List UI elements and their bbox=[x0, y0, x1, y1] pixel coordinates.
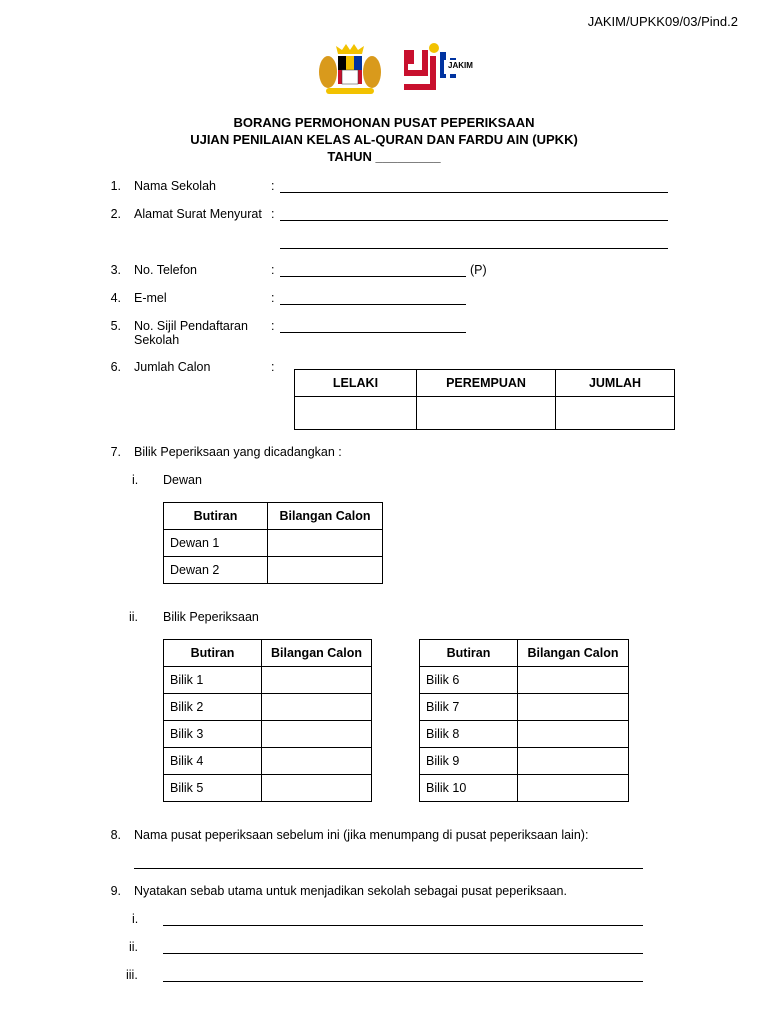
telefon-suffix: (P) bbox=[470, 263, 487, 277]
label-alamat: Alamat Surat Menyurat bbox=[134, 207, 262, 221]
bilik-row-label: Bilik 8 bbox=[420, 721, 518, 748]
item-number: 7. bbox=[110, 445, 121, 459]
dewan-table bbox=[163, 502, 383, 584]
sijil-field[interactable] bbox=[280, 332, 466, 333]
jakim-emblem-icon bbox=[400, 42, 478, 104]
item-number: 8. bbox=[110, 828, 121, 842]
bilik-table-left bbox=[163, 639, 372, 802]
sub-number: i. bbox=[132, 473, 139, 487]
label-sebab-utama: Nyatakan sebab utama untuk menjadikan sekolah sebagai pusat peperiksaan. bbox=[134, 884, 567, 898]
bilik-table-right bbox=[419, 639, 629, 802]
item-number: 1. bbox=[110, 179, 121, 193]
header-logos bbox=[312, 42, 478, 104]
label-bilik: Bilik Peperiksaan bbox=[163, 610, 259, 624]
header-butiran: Butiran bbox=[164, 640, 262, 667]
bilik-count-cell[interactable] bbox=[262, 694, 372, 721]
header-lelaki: LELAKI bbox=[295, 370, 417, 397]
item-number: 5. bbox=[110, 319, 121, 333]
sub-number: iii. bbox=[126, 968, 138, 982]
header-jumlah: JUMLAH bbox=[556, 370, 675, 397]
bilik-row-label: Bilik 9 bbox=[420, 748, 518, 775]
bilik-row-label: Bilik 7 bbox=[420, 694, 518, 721]
form-title-line1: BORANG PERMOHONAN PUSAT PEPERIKSAAN bbox=[233, 115, 535, 130]
header-butiran: Butiran bbox=[164, 503, 268, 530]
emel-field[interactable] bbox=[280, 304, 466, 305]
label-emel: E-mel bbox=[134, 291, 167, 305]
colon: : bbox=[271, 291, 275, 305]
bilik-row-label: Bilik 5 bbox=[164, 775, 262, 802]
header-butiran: Butiran bbox=[420, 640, 518, 667]
bilik-count-cell[interactable] bbox=[262, 748, 372, 775]
item-number: 4. bbox=[110, 291, 121, 305]
dewan-row-label: Dewan 1 bbox=[164, 530, 268, 557]
jumlah-calon-table bbox=[294, 369, 675, 430]
jakim-logo-text: JAKIM bbox=[448, 61, 473, 70]
bilik-count-cell[interactable] bbox=[518, 721, 629, 748]
label-pusat-sebelum: Nama pusat peperiksaan sebelum ini (jika menumpang di pusat peperiksaan lain): bbox=[134, 828, 589, 842]
bilik-count-cell[interactable] bbox=[518, 748, 629, 775]
jakim-logo bbox=[400, 42, 478, 104]
colon: : bbox=[271, 179, 275, 193]
item-number: 9. bbox=[110, 884, 121, 898]
perempuan-input-cell[interactable] bbox=[417, 397, 556, 430]
colon: : bbox=[271, 319, 275, 333]
alamat-field-line2[interactable] bbox=[280, 248, 668, 249]
bilik-row-label: Bilik 3 bbox=[164, 721, 262, 748]
header-bilangan-calon: Bilangan Calon bbox=[518, 640, 629, 667]
lelaki-input-cell[interactable] bbox=[295, 397, 417, 430]
sub-number: i. bbox=[132, 912, 139, 926]
sub-number: ii. bbox=[129, 610, 139, 624]
header-bilangan-calon: Bilangan Calon bbox=[262, 640, 372, 667]
bilik-count-cell[interactable] bbox=[262, 775, 372, 802]
bilik-count-cell[interactable] bbox=[262, 667, 372, 694]
bilik-row-label: Bilik 6 bbox=[420, 667, 518, 694]
dewan-count-cell[interactable] bbox=[268, 530, 383, 557]
item-number: 6. bbox=[110, 360, 121, 374]
item-number: 3. bbox=[110, 263, 121, 277]
sebab-field-2[interactable] bbox=[163, 953, 643, 954]
label-nama-sekolah: Nama Sekolah bbox=[134, 179, 216, 193]
item-number: 2. bbox=[110, 207, 121, 221]
bilik-row-label: Bilik 10 bbox=[420, 775, 518, 802]
bilik-row-label: Bilik 4 bbox=[164, 748, 262, 775]
alamat-field-line1[interactable] bbox=[280, 220, 668, 221]
form-title-line3: TAHUN _________ bbox=[327, 149, 441, 164]
pusat-sebelum-field[interactable] bbox=[134, 868, 643, 869]
header-bilangan-calon: Bilangan Calon bbox=[268, 503, 383, 530]
bilik-count-cell[interactable] bbox=[518, 667, 629, 694]
header-perempuan: PEREMPUAN bbox=[417, 370, 556, 397]
bilik-count-cell[interactable] bbox=[262, 721, 372, 748]
label-jumlah-calon: Jumlah Calon bbox=[134, 360, 211, 374]
label-dewan: Dewan bbox=[163, 473, 202, 487]
bilik-row-label: Bilik 1 bbox=[164, 667, 262, 694]
sebab-field-1[interactable] bbox=[163, 925, 643, 926]
label-telefon: No. Telefon bbox=[134, 263, 198, 277]
colon: : bbox=[271, 207, 275, 221]
nama-sekolah-field[interactable] bbox=[280, 192, 668, 193]
colon: : bbox=[271, 263, 275, 277]
dewan-count-cell[interactable] bbox=[268, 557, 383, 584]
label-sijil: No. Sijil Pendaftaran Sekolah bbox=[134, 319, 248, 347]
sub-number: ii. bbox=[129, 940, 139, 954]
jumlah-input-cell[interactable] bbox=[556, 397, 675, 430]
bilik-count-cell[interactable] bbox=[518, 775, 629, 802]
bilik-row-label: Bilik 2 bbox=[164, 694, 262, 721]
label-bilik-peperiksaan: Bilik Peperiksaan yang dicadangkan : bbox=[134, 445, 342, 459]
dewan-row-label: Dewan 2 bbox=[164, 557, 268, 584]
sebab-field-3[interactable] bbox=[163, 981, 643, 982]
telefon-field[interactable] bbox=[280, 276, 466, 277]
bilik-count-cell[interactable] bbox=[518, 694, 629, 721]
colon: : bbox=[271, 360, 275, 374]
form-title-line2: UJIAN PENILAIAN KELAS AL-QURAN DAN FARDU AIN (UPKK) bbox=[190, 132, 578, 147]
form-reference-code: JAKIM/UPKK09/03/Pind.2 bbox=[587, 14, 738, 29]
